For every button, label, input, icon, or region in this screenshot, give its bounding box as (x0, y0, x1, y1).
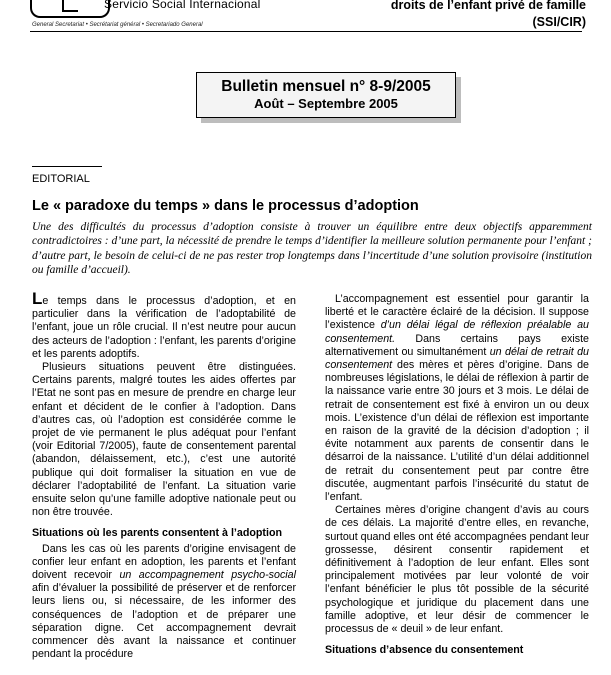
paragraph: Certaines mères d’origine changent d’avis au cours de ces délais. La majorité d’entre elles, en revanche, surtout quand elles ont été accompagnées pendant leur grossesse, désirent consentir rapidement et définitivement à l’adoption de leur enfant. Elles sont principalement motivées par leur volonté de voir l’enfant bénéficier le plus tôt possible de la sécurité psychologique et juridique du placement dans une famille adoptive, et leur désir de commencer le processus de « deuil » de leur enfant. (325, 504, 589, 636)
section-label: EDITORIAL (32, 173, 90, 185)
subheading: Situations d’absence du consentement (325, 644, 524, 657)
bulletin-date: Août – Septembre 2005 (254, 96, 398, 111)
paragraph-text: Dans certains pays existe alternativement ou simultanément (325, 332, 589, 358)
article-title: Le « paradoxe du temps » dans le processus d’adoption (32, 198, 419, 214)
bulletin-box (196, 72, 456, 118)
paragraph (325, 293, 589, 504)
paragraph-text: Dans les cas où les parents d’origine envisagent de confier leur enfant en adoption, les parents et l’enfant doivent recevoir (32, 542, 296, 582)
right-column (325, 293, 589, 659)
secretariat-line: General Secretariat • Secrétariat général • Secretariado General (32, 22, 203, 28)
paragraph-text: des mères et pères d’origine. Dans de nombreuses législations, le délai de réflexion à partir de la naissance varie entre 30 jours et 3 mois. Le délai de retrait de consentement est fixé à environ un ou deux mois. L’existence d’un délai de réflexion est importante en raison de la gravité de la décision d’adoption ; il évite notamment aux parents de consentir dans le désarroi de la naissance. L’utilité d’un délai additionnel de retrait du consentement peut par contre être discutée, augmentant parfois l’insécurité du statut de l’enfant. (325, 359, 589, 504)
left-column (32, 289, 296, 661)
article-intro: Une des difficultés du processus d’adoption consiste à trouver un équilibre entre deux objectifs apparemment contradictoires : d’une part, la nécessité de prendre le temps d’identifier la meilleure solution permanente pour l’enfant ; d’autre part, le besoin de celui-ci de ne pas rester trop longtemps dans l’incertitude d’une solution provisoire (institution ou famille d’accueil). (32, 221, 592, 276)
emphasis-text: un accompagnement psycho-social (119, 569, 296, 582)
emphasis-text: d’un délai légal de réflexion préalable au consentement. (325, 319, 589, 345)
drop-cap: L (32, 289, 43, 308)
subheading: Situations où les parents consentent à l’adoption (32, 527, 282, 540)
paragraph-text: L’accompagnement est essentiel pour garantir la liberté et le caractère éclairé de la décision. Il suppose l’existence (325, 293, 589, 332)
center-title-line1: droits de l’enfant privé de famille (390, 0, 586, 12)
emphasis-text: un délai de retrait du consentement (325, 345, 589, 372)
organization-name: Servicio Social Internacional (104, 0, 261, 11)
paragraph-text: afin d’évaluer la possibilité de préserver et de renforcer leurs liens ou, si nécessaire, de les informer des conséquences de l’adoption et de préparer une séparation digne. Cet accompagnement devrait commencer dès avant la naissance et continuer pendant la procédure (32, 582, 296, 661)
bulletin-title: Bulletin mensuel n° 8-9/2005 (221, 78, 431, 95)
header-divider (30, 31, 582, 32)
paragraph (32, 543, 296, 662)
paragraph: Plusieurs situations peuvent être distinguées. Certains parents, malgré toutes les aides offertes par l’Etat ne sont pas en mesure de prendre en charge leur enfant et décident de le confier à l’adoption. Dans d’autres cas, où l’adoption est considérée comme le projet de vie permanent le plus adéquat pour l’enfant (voir Editorial 7/2005), faute de consentement parental (abandon, délaissement, etc.), c’est une autorité publique qui doit formaliser la situation en vue de déclarer l’adoptabilité de l’enfant. La situation varie ensuite selon qu’une famille adoptive nationale peut ou non être trouvée. (32, 361, 296, 519)
center-title (376, 0, 586, 31)
center-title-line2: (SSI/CIR) (532, 15, 586, 29)
ssi-logo (30, 0, 110, 18)
section-rule (32, 166, 102, 167)
paragraph-text: e temps dans le processus d’adoption, et en particulier dans la vérification de l’adoptabilité de l’enfant, joue un rôle crucial. Il n’est neutre pour aucun des acteurs de l’adoption : l’enfant, les parents d’origine et les parents adoptifs. (32, 295, 296, 360)
paragraph (32, 289, 296, 361)
